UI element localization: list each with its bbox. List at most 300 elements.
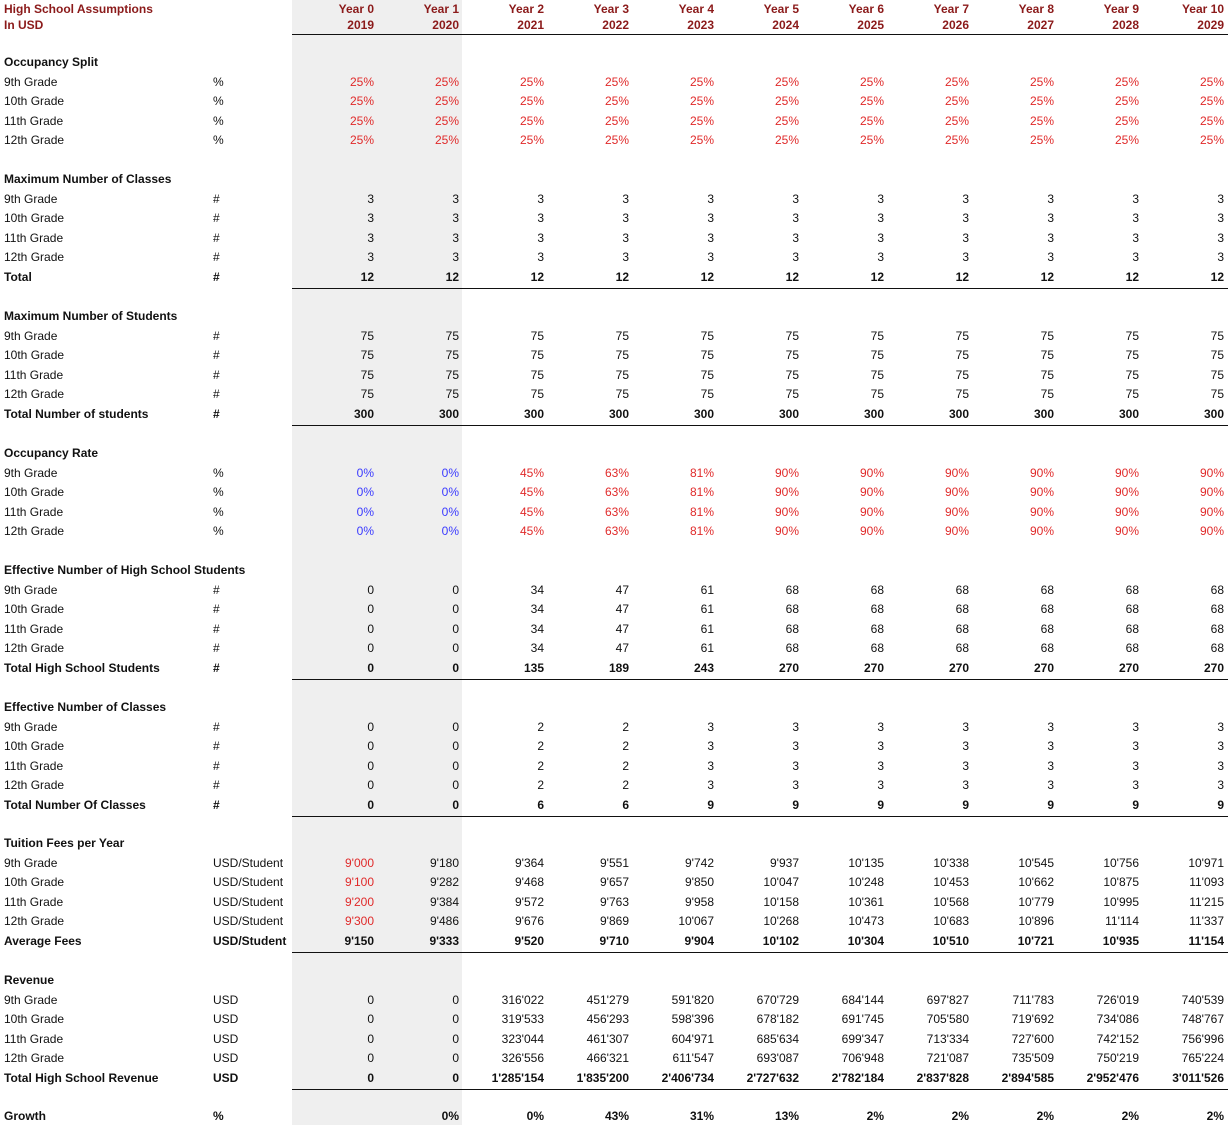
value-cell[interactable]: 75 xyxy=(1210,367,1224,382)
value-cell[interactable]: 0% xyxy=(441,1109,459,1123)
value-cell[interactable]: 300 xyxy=(523,406,544,421)
value-cell[interactable]: 10'568 xyxy=(933,894,969,909)
value-cell[interactable]: 90% xyxy=(859,485,884,499)
value-cell[interactable]: 3 xyxy=(452,191,459,206)
value-cell[interactable]: 68 xyxy=(1210,641,1224,655)
value-cell[interactable]: 12 xyxy=(530,269,544,284)
value-cell[interactable]: 3 xyxy=(537,211,544,225)
value-cell[interactable]: 2% xyxy=(951,1109,969,1123)
value-cell[interactable]: 68 xyxy=(955,641,969,655)
value-cell[interactable]: 3 xyxy=(707,211,714,225)
value-cell[interactable]: 10'067 xyxy=(678,914,714,928)
value-cell[interactable]: 12 xyxy=(700,269,714,284)
value-cell[interactable]: 2'727'632 xyxy=(746,1070,799,1085)
value-cell[interactable]: 90% xyxy=(1199,524,1224,538)
value-cell[interactable]: 735'509 xyxy=(1011,1051,1054,1065)
value-cell[interactable]: 68 xyxy=(785,621,799,636)
value-cell[interactable]: 3 xyxy=(792,230,799,245)
value-cell[interactable]: 75 xyxy=(955,387,969,401)
value-cell[interactable]: 3 xyxy=(877,191,884,206)
value-cell[interactable]: 3 xyxy=(877,719,884,734)
value-cell[interactable]: 75 xyxy=(870,367,884,382)
value-cell[interactable]: 25% xyxy=(859,113,884,128)
value-cell[interactable]: 3 xyxy=(962,739,969,753)
value-cell[interactable]: 691'745 xyxy=(841,1012,884,1026)
value-cell[interactable]: 75 xyxy=(1125,387,1139,401)
value-cell[interactable]: 90% xyxy=(1114,465,1139,480)
value-cell[interactable]: 0 xyxy=(367,1031,374,1046)
value-cell[interactable]: 3 xyxy=(707,230,714,245)
value-cell[interactable]: 75 xyxy=(1040,348,1054,362)
value-cell[interactable]: 591'820 xyxy=(671,992,714,1007)
value-cell[interactable]: 68 xyxy=(1210,582,1224,597)
value-cell[interactable]: 3 xyxy=(537,250,544,264)
value-cell[interactable]: 2 xyxy=(537,719,544,734)
value-cell[interactable]: 3 xyxy=(1217,758,1224,773)
value-cell[interactable]: 12 xyxy=(1125,269,1139,284)
value-cell[interactable]: 10'135 xyxy=(848,855,884,870)
value-cell[interactable]: 68 xyxy=(955,582,969,597)
value-cell[interactable]: 3 xyxy=(1132,211,1139,225)
value-cell[interactable]: 10'779 xyxy=(1018,894,1054,909)
value-cell[interactable]: 697'827 xyxy=(926,992,969,1007)
value-cell[interactable]: 2 xyxy=(622,758,629,773)
value-cell[interactable]: 0 xyxy=(367,778,374,792)
value-cell[interactable]: 61 xyxy=(700,602,714,616)
value-cell[interactable]: 3 xyxy=(537,230,544,245)
value-cell[interactable]: 25% xyxy=(1199,94,1224,108)
value-cell[interactable] xyxy=(300,1107,374,1126)
value-cell[interactable]: 25% xyxy=(859,94,884,108)
value-cell[interactable]: 135 xyxy=(523,660,544,675)
value-cell[interactable]: 2'894'585 xyxy=(1001,1070,1054,1085)
value-cell[interactable]: 316'022 xyxy=(501,992,544,1007)
value-cell[interactable]: 10'683 xyxy=(933,914,969,928)
value-cell[interactable]: 75 xyxy=(360,367,374,382)
value-cell[interactable]: 13% xyxy=(774,1109,799,1123)
value-cell[interactable]: 81% xyxy=(689,524,714,538)
value-cell[interactable]: 81% xyxy=(689,485,714,499)
value-cell[interactable]: 9'657 xyxy=(600,875,629,889)
value-cell[interactable]: 75 xyxy=(955,348,969,362)
value-cell[interactable]: 2 xyxy=(537,739,544,753)
value-cell[interactable]: 90% xyxy=(774,524,799,538)
value-cell[interactable]: 0% xyxy=(441,465,459,480)
value-cell[interactable]: 75 xyxy=(445,367,459,382)
value-cell[interactable]: 68 xyxy=(870,621,884,636)
value-cell[interactable]: 3 xyxy=(1047,739,1054,753)
value-cell[interactable]: 270 xyxy=(1203,660,1224,675)
value-cell[interactable]: 3 xyxy=(792,739,799,753)
value-cell[interactable]: 3 xyxy=(877,230,884,245)
value-cell[interactable]: 63% xyxy=(604,485,629,499)
value-cell[interactable]: 6 xyxy=(622,797,629,812)
value-cell[interactable]: 9'468 xyxy=(515,875,544,889)
value-cell[interactable]: 25% xyxy=(604,94,629,108)
value-cell[interactable]: 727'600 xyxy=(1011,1031,1054,1046)
value-cell[interactable]: 3 xyxy=(707,250,714,264)
value-cell[interactable]: 34 xyxy=(530,621,544,636)
value-cell[interactable]: 9'150 xyxy=(344,933,374,948)
value-cell[interactable]: 25% xyxy=(944,133,969,147)
value-cell[interactable]: 3 xyxy=(452,250,459,264)
value-cell[interactable]: 0 xyxy=(452,797,459,812)
value-cell[interactable]: 326'556 xyxy=(501,1051,544,1065)
value-cell[interactable]: 611'547 xyxy=(672,1051,714,1065)
value-cell[interactable]: 300 xyxy=(1118,406,1139,421)
value-cell[interactable]: 9'300 xyxy=(345,914,374,928)
value-cell[interactable]: 10'896 xyxy=(1018,914,1054,928)
value-cell[interactable]: 47 xyxy=(615,641,629,655)
value-cell[interactable]: 3 xyxy=(1047,211,1054,225)
value-cell[interactable]: 2'782'184 xyxy=(831,1070,884,1085)
value-cell[interactable]: 300 xyxy=(948,406,969,421)
value-cell[interactable]: 90% xyxy=(1029,465,1054,480)
value-cell[interactable]: 25% xyxy=(519,113,544,128)
value-cell[interactable]: 189 xyxy=(608,660,629,675)
value-cell[interactable]: 75 xyxy=(700,367,714,382)
value-cell[interactable]: 0 xyxy=(452,621,459,636)
value-cell[interactable]: 34 xyxy=(530,602,544,616)
value-cell[interactable]: 25% xyxy=(944,113,969,128)
value-cell[interactable]: 2 xyxy=(537,778,544,792)
value-cell[interactable]: 9'282 xyxy=(430,875,459,889)
value-cell[interactable]: 0 xyxy=(367,739,374,753)
value-cell[interactable]: 25% xyxy=(944,94,969,108)
value-cell[interactable]: 3 xyxy=(1047,778,1054,792)
value-cell[interactable]: 9 xyxy=(1217,797,1224,812)
value-cell[interactable]: 75 xyxy=(700,348,714,362)
value-cell[interactable]: 75 xyxy=(785,387,799,401)
value-cell[interactable]: 45% xyxy=(519,465,544,480)
value-cell[interactable]: 0% xyxy=(356,504,374,519)
value-cell[interactable]: 742'152 xyxy=(1096,1031,1139,1046)
value-cell[interactable]: 3 xyxy=(1132,230,1139,245)
value-cell[interactable]: 3 xyxy=(622,230,629,245)
value-cell[interactable]: 684'144 xyxy=(841,992,884,1007)
value-cell[interactable]: 9'333 xyxy=(429,933,459,948)
value-cell[interactable]: 75 xyxy=(615,348,629,362)
value-cell[interactable]: 43% xyxy=(604,1109,629,1123)
value-cell[interactable]: 713'334 xyxy=(926,1031,969,1046)
value-cell[interactable]: 270 xyxy=(1033,660,1054,675)
value-cell[interactable]: 25% xyxy=(604,133,629,147)
value-cell[interactable]: 63% xyxy=(604,504,629,519)
value-cell[interactable]: 10'971 xyxy=(1188,855,1224,870)
value-cell[interactable]: 3 xyxy=(1217,191,1224,206)
value-cell[interactable]: 75 xyxy=(1210,348,1224,362)
value-cell[interactable]: 68 xyxy=(1040,582,1054,597)
value-cell[interactable]: 0% xyxy=(526,1109,544,1123)
value-cell[interactable]: 68 xyxy=(1040,602,1054,616)
value-cell[interactable]: 75 xyxy=(530,328,544,343)
value-cell[interactable]: 75 xyxy=(445,328,459,343)
value-cell[interactable]: 734'086 xyxy=(1096,1012,1139,1026)
value-cell[interactable]: 11'215 xyxy=(1189,894,1224,909)
value-cell[interactable]: 10'662 xyxy=(1018,875,1054,889)
value-cell[interactable]: 3 xyxy=(452,230,459,245)
value-cell[interactable]: 68 xyxy=(955,621,969,636)
value-cell[interactable]: 25% xyxy=(434,113,459,128)
value-cell[interactable]: 90% xyxy=(944,465,969,480)
value-cell[interactable]: 3 xyxy=(537,191,544,206)
value-cell[interactable]: 9'937 xyxy=(770,855,799,870)
value-cell[interactable]: 0 xyxy=(452,1051,459,1065)
value-cell[interactable]: 0 xyxy=(367,621,374,636)
value-cell[interactable]: 25% xyxy=(689,94,714,108)
value-cell[interactable]: 0 xyxy=(452,1070,459,1085)
value-cell[interactable]: 3 xyxy=(622,191,629,206)
value-cell[interactable]: 3 xyxy=(962,250,969,264)
value-cell[interactable]: 12 xyxy=(870,269,884,284)
value-cell[interactable]: 90% xyxy=(774,504,799,519)
value-cell[interactable]: 706'948 xyxy=(841,1051,884,1065)
value-cell[interactable]: 75 xyxy=(1040,387,1054,401)
value-cell[interactable]: 25% xyxy=(519,74,544,89)
value-cell[interactable]: 25% xyxy=(859,133,884,147)
value-cell[interactable]: 670'729 xyxy=(756,992,799,1007)
value-cell[interactable]: 3 xyxy=(367,211,374,225)
value-cell[interactable]: 75 xyxy=(700,328,714,343)
value-cell[interactable]: 90% xyxy=(944,504,969,519)
value-cell[interactable]: 319'533 xyxy=(501,1012,544,1026)
value-cell[interactable]: 75 xyxy=(615,367,629,382)
value-cell[interactable]: 68 xyxy=(1125,602,1139,616)
value-cell[interactable]: 9 xyxy=(962,797,969,812)
value-cell[interactable]: 68 xyxy=(1125,582,1139,597)
value-cell[interactable]: 9 xyxy=(707,797,714,812)
value-cell[interactable]: 90% xyxy=(774,465,799,480)
value-cell[interactable]: 9'200 xyxy=(345,894,374,909)
value-cell[interactable]: 1'285'154 xyxy=(491,1070,544,1085)
value-cell[interactable]: 25% xyxy=(349,113,374,128)
value-cell[interactable]: 9'710 xyxy=(599,933,629,948)
value-cell[interactable]: 11'093 xyxy=(1189,875,1224,889)
value-cell[interactable]: 2 xyxy=(622,778,629,792)
value-cell[interactable]: 0 xyxy=(367,992,374,1007)
value-cell[interactable]: 3 xyxy=(1217,719,1224,734)
value-cell[interactable]: 0 xyxy=(367,758,374,773)
value-cell[interactable]: 45% xyxy=(519,504,544,519)
value-cell[interactable]: 0 xyxy=(452,1012,459,1026)
value-cell[interactable]: 9 xyxy=(1132,797,1139,812)
value-cell[interactable]: 3 xyxy=(792,211,799,225)
value-cell[interactable]: 9'364 xyxy=(515,855,544,870)
value-cell[interactable]: 719'692 xyxy=(1011,1012,1054,1026)
value-cell[interactable]: 9 xyxy=(792,797,799,812)
value-cell[interactable]: 9'551 xyxy=(600,855,629,870)
value-cell[interactable]: 75 xyxy=(955,367,969,382)
value-cell[interactable]: 456'293 xyxy=(586,1012,629,1026)
value-cell[interactable]: 2 xyxy=(622,739,629,753)
value-cell[interactable]: 3 xyxy=(962,211,969,225)
value-cell[interactable]: 25% xyxy=(859,74,884,89)
value-cell[interactable]: 740'539 xyxy=(1181,992,1224,1007)
value-cell[interactable]: 25% xyxy=(519,133,544,147)
value-cell[interactable]: 61 xyxy=(700,641,714,655)
value-cell[interactable]: 0 xyxy=(367,582,374,597)
value-cell[interactable]: 25% xyxy=(1199,133,1224,147)
value-cell[interactable]: 9'520 xyxy=(514,933,544,948)
value-cell[interactable]: 3 xyxy=(877,778,884,792)
value-cell[interactable]: 25% xyxy=(689,133,714,147)
value-cell[interactable]: 68 xyxy=(1125,641,1139,655)
value-cell[interactable]: 0 xyxy=(452,739,459,753)
value-cell[interactable]: 75 xyxy=(1040,367,1054,382)
value-cell[interactable]: 0 xyxy=(452,992,459,1007)
value-cell[interactable]: 90% xyxy=(774,485,799,499)
value-cell[interactable]: 47 xyxy=(615,621,629,636)
value-cell[interactable]: 25% xyxy=(1114,94,1139,108)
value-cell[interactable]: 61 xyxy=(700,582,714,597)
value-cell[interactable]: 3 xyxy=(1217,739,1224,753)
value-cell[interactable]: 3 xyxy=(707,191,714,206)
value-cell[interactable]: 10'304 xyxy=(847,933,884,948)
value-cell[interactable]: 90% xyxy=(944,524,969,538)
value-cell[interactable]: 25% xyxy=(1199,113,1224,128)
value-cell[interactable]: 598'396 xyxy=(671,1012,714,1026)
value-cell[interactable]: 3 xyxy=(792,191,799,206)
value-cell[interactable]: 75 xyxy=(1125,328,1139,343)
value-cell[interactable]: 25% xyxy=(689,74,714,89)
value-cell[interactable]: 81% xyxy=(689,465,714,480)
value-cell[interactable]: 0 xyxy=(452,778,459,792)
value-cell[interactable]: 3 xyxy=(1132,778,1139,792)
value-cell[interactable]: 90% xyxy=(1199,504,1224,519)
value-cell[interactable]: 68 xyxy=(1040,641,1054,655)
value-cell[interactable]: 270 xyxy=(1118,660,1139,675)
value-cell[interactable]: 12 xyxy=(615,269,629,284)
value-cell[interactable]: 10'047 xyxy=(763,875,799,889)
value-cell[interactable]: 3 xyxy=(1132,250,1139,264)
value-cell[interactable]: 25% xyxy=(434,133,459,147)
value-cell[interactable]: 68 xyxy=(870,641,884,655)
value-cell[interactable]: 75 xyxy=(700,387,714,401)
value-cell[interactable]: 12 xyxy=(955,269,969,284)
value-cell[interactable]: 0 xyxy=(452,660,459,675)
value-cell[interactable]: 3 xyxy=(367,191,374,206)
value-cell[interactable]: 25% xyxy=(1199,74,1224,89)
value-cell[interactable]: 2% xyxy=(1121,1109,1139,1123)
value-cell[interactable]: 270 xyxy=(863,660,884,675)
value-cell[interactable]: 0 xyxy=(452,641,459,655)
value-cell[interactable]: 75 xyxy=(530,348,544,362)
value-cell[interactable]: 63% xyxy=(604,465,629,480)
value-cell[interactable]: 3 xyxy=(962,719,969,734)
value-cell[interactable]: 25% xyxy=(1029,113,1054,128)
value-cell[interactable]: 9'100 xyxy=(345,875,374,889)
value-cell[interactable]: 9'676 xyxy=(515,914,544,928)
value-cell[interactable]: 68 xyxy=(1210,602,1224,616)
value-cell[interactable]: 2% xyxy=(1206,1109,1224,1123)
value-cell[interactable]: 12 xyxy=(1040,269,1054,284)
value-cell[interactable]: 300 xyxy=(353,406,374,421)
value-cell[interactable]: 75 xyxy=(1210,328,1224,343)
value-cell[interactable]: 68 xyxy=(870,582,884,597)
value-cell[interactable]: 0 xyxy=(367,602,374,616)
value-cell[interactable]: 2 xyxy=(537,758,544,773)
value-cell[interactable]: 9 xyxy=(1047,797,1054,812)
value-cell[interactable]: 34 xyxy=(530,582,544,597)
value-cell[interactable]: 243 xyxy=(693,660,714,675)
value-cell[interactable]: 90% xyxy=(859,524,884,538)
value-cell[interactable]: 2% xyxy=(866,1109,884,1123)
value-cell[interactable]: 11'114 xyxy=(1105,914,1139,928)
value-cell[interactable]: 604'971 xyxy=(671,1031,714,1046)
value-cell[interactable]: 75 xyxy=(1210,387,1224,401)
value-cell[interactable]: 3 xyxy=(707,758,714,773)
value-cell[interactable]: 12 xyxy=(360,269,374,284)
value-cell[interactable]: 90% xyxy=(859,504,884,519)
value-cell[interactable]: 3 xyxy=(792,758,799,773)
value-cell[interactable]: 451'279 xyxy=(586,992,629,1007)
value-cell[interactable]: 9'000 xyxy=(345,855,374,870)
value-cell[interactable]: 10'158 xyxy=(763,894,799,909)
value-cell[interactable]: 90% xyxy=(1029,504,1054,519)
value-cell[interactable]: 323'044 xyxy=(501,1031,544,1046)
value-cell[interactable]: 3 xyxy=(1217,230,1224,245)
value-cell[interactable]: 3 xyxy=(1132,191,1139,206)
value-cell[interactable]: 3 xyxy=(1047,191,1054,206)
value-cell[interactable]: 0 xyxy=(367,660,374,675)
value-cell[interactable]: 75 xyxy=(785,328,799,343)
value-cell[interactable]: 25% xyxy=(434,94,459,108)
value-cell[interactable]: 75 xyxy=(1125,348,1139,362)
value-cell[interactable]: 711'783 xyxy=(1012,992,1054,1007)
value-cell[interactable]: 3 xyxy=(1217,211,1224,225)
value-cell[interactable]: 3 xyxy=(452,211,459,225)
value-cell[interactable]: 3 xyxy=(707,739,714,753)
value-cell[interactable]: 6 xyxy=(537,797,544,812)
value-cell[interactable]: 90% xyxy=(1029,485,1054,499)
value-cell[interactable]: 750'219 xyxy=(1096,1051,1139,1065)
value-cell[interactable]: 9'958 xyxy=(685,894,714,909)
value-cell[interactable]: 61 xyxy=(700,621,714,636)
value-cell[interactable]: 3 xyxy=(1132,758,1139,773)
value-cell[interactable]: 12 xyxy=(1210,269,1224,284)
value-cell[interactable]: 3 xyxy=(792,250,799,264)
value-cell[interactable]: 10'875 xyxy=(1103,875,1139,889)
value-cell[interactable]: 699'347 xyxy=(841,1031,884,1046)
value-cell[interactable]: 0% xyxy=(441,504,459,519)
value-cell[interactable]: 90% xyxy=(1199,465,1224,480)
value-cell[interactable]: 68 xyxy=(870,602,884,616)
value-cell[interactable]: 0 xyxy=(367,1051,374,1065)
value-cell[interactable]: 10'102 xyxy=(762,933,799,948)
value-cell[interactable]: 90% xyxy=(944,485,969,499)
value-cell[interactable]: 461'307 xyxy=(586,1031,629,1046)
value-cell[interactable]: 90% xyxy=(1199,485,1224,499)
value-cell[interactable]: 25% xyxy=(774,74,799,89)
value-cell[interactable]: 75 xyxy=(360,328,374,343)
value-cell[interactable]: 0 xyxy=(452,602,459,616)
value-cell[interactable]: 25% xyxy=(349,94,374,108)
value-cell[interactable]: 0 xyxy=(367,719,374,734)
value-cell[interactable]: 25% xyxy=(774,113,799,128)
value-cell[interactable]: 0% xyxy=(356,485,374,499)
value-cell[interactable]: 90% xyxy=(1029,524,1054,538)
value-cell[interactable]: 3 xyxy=(792,778,799,792)
value-cell[interactable]: 0 xyxy=(367,641,374,655)
value-cell[interactable]: 3 xyxy=(1132,739,1139,753)
value-cell[interactable]: 75 xyxy=(615,387,629,401)
value-cell[interactable]: 25% xyxy=(1029,94,1054,108)
value-cell[interactable]: 0 xyxy=(367,797,374,812)
value-cell[interactable]: 68 xyxy=(785,641,799,655)
value-cell[interactable]: 0 xyxy=(367,1070,374,1085)
value-cell[interactable]: 0 xyxy=(452,719,459,734)
value-cell[interactable]: 9'486 xyxy=(430,914,459,928)
